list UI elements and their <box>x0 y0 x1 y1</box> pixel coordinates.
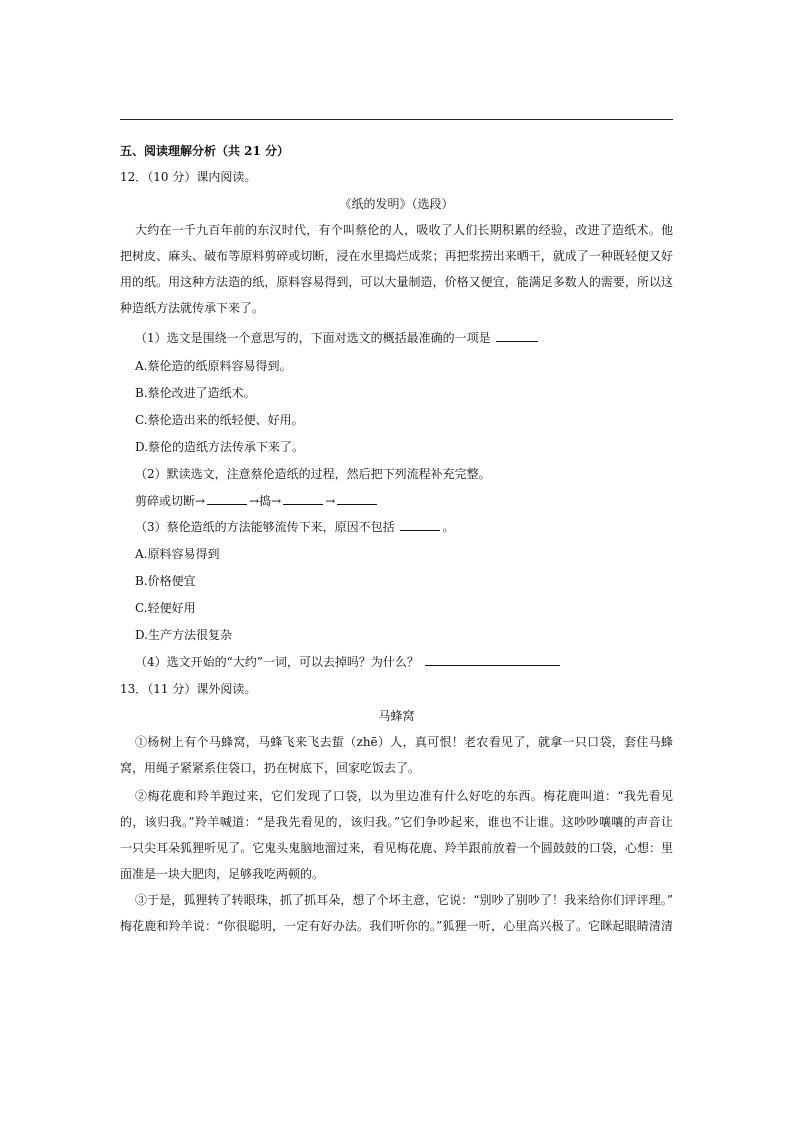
answer-blank[interactable] <box>283 493 323 505</box>
header-rule <box>120 119 673 120</box>
q12-sub1-prompt: （1）选文是围绕一个意思写的，下面对选文的概括最准确的一项是 <box>135 331 491 345</box>
q12-sub3-end: 。 <box>442 520 455 534</box>
q12-sub1-question <box>135 330 540 346</box>
q12-sub3-option-d: D.生产方法很复杂 <box>135 628 233 642</box>
q12-sub3-option-c: C.轻便好用 <box>135 601 196 615</box>
q12-sub1-option-c: C.蔡伦造出来的纸轻便、好用。 <box>135 413 304 427</box>
q12-sub2-flow <box>135 493 379 509</box>
answer-blank[interactable] <box>496 330 538 342</box>
q12-sub1-option-a: A.蔡伦造的纸原料容易得到。 <box>135 359 292 373</box>
q12-passage-line: 种造纸方法就传承下来了。 <box>120 301 265 315</box>
q12-sub3-option-b: B.价格便宜 <box>135 574 196 588</box>
q13-paragraph-line: 的，该归我。”羚羊喊道：“是我先看见的，该归我。”它们争吵起来，谁也不让谁。这吵吵嚷嚷的声音让 <box>120 815 673 829</box>
q13-paragraph-line: ②梅花鹿和羚羊跑过来，它们发现了口袋，以为里边准有什么好吃的东西。梅花鹿叫道：“我先看见 <box>135 789 673 803</box>
q12-sub2-prompt: （2）默读选文，注意蔡伦造纸的过程，然后把下列流程补充完整。 <box>135 467 491 481</box>
q13-paragraph-line: 窝，用绳子紧紧系住袋口，扔在树底下，回家吃饭去了。 <box>120 761 421 775</box>
answer-blank[interactable] <box>400 519 440 531</box>
q12-sub3-question <box>135 519 454 535</box>
q12-sub1-option-d: D.蔡伦的造纸方法传承下来了。 <box>135 440 305 454</box>
q12-passage-title: 《纸的发明》（选段） <box>339 197 454 211</box>
q12-sub3-option-a: A.原料容易得到 <box>135 547 220 561</box>
answer-blank[interactable] <box>207 493 247 505</box>
flow-start: 剪碎或切断→ <box>135 494 206 508</box>
q13-passage-title: 马蜂窝 <box>378 709 415 723</box>
q13-paragraph-line: ③于是，狐狸转了转眼珠，抓了抓耳朵，想了个坏主意，它说：“别吵了别吵了！我来给你们评评理。” <box>135 893 673 907</box>
q12-sub4-prompt: （4）选文开始的“大约”一词，可以去掉吗？为什么？ <box>135 655 419 669</box>
q12-passage-line: 用的纸。用这种方法造的纸，原料容易得到，可以大量制造，价格又便宜，能满足多数人的需要，所以这 <box>120 275 673 289</box>
q12-sub1-option-b: B.蔡伦改进了造纸术。 <box>135 386 256 400</box>
q12-sub3-prompt: （3）蔡伦造纸的方法能够流传下来，原因不包括 <box>135 520 395 534</box>
q13-paragraph-line: ①杨树上有个马蜂窝，马蜂飞来飞去蜇（zhē）人，真可恨！老农看见了，就拿一只口袋，套住马蜂 <box>135 735 673 749</box>
q12-header: 12．（10 分）课内阅读。 <box>120 170 257 184</box>
flow-arrow: →捣→ <box>249 494 282 508</box>
answer-blank[interactable] <box>425 654 560 666</box>
q13-paragraph-line: 一只尖耳朵狐狸听见了。它鬼头鬼脑地溜过来，看见梅花鹿、羚羊跟前放着一个圆鼓鼓的口袋，心想：里 <box>120 841 673 855</box>
q13-header: 13．（11 分）课外阅读。 <box>120 682 257 696</box>
flow-arrow: → <box>325 494 336 508</box>
q13-paragraph-line: 梅花鹿和羚羊说：“你很聪明，一定有好办法。我们听你的。”狐狸一听，心里高兴极了。它眯起眼睛清清 <box>120 919 673 933</box>
q12-passage-line: 大约在一千九百年前的东汉时代，有个叫蔡伦的人，吸收了人们长期积累的经验，改进了造纸术。他 <box>135 223 673 237</box>
answer-blank[interactable] <box>337 493 377 505</box>
q12-passage-line: 把树皮、麻头、破布等原料剪碎或切断，浸在水里捣烂成浆；再把浆捞出来晒干，就成了一种既轻便又好 <box>120 249 673 263</box>
q12-sub4-question <box>135 654 562 670</box>
section-title: 五、阅读理解分析（共 21 分） <box>120 144 290 158</box>
q13-paragraph-line: 面准是一块大肥肉，足够我吃两顿的。 <box>120 867 325 881</box>
